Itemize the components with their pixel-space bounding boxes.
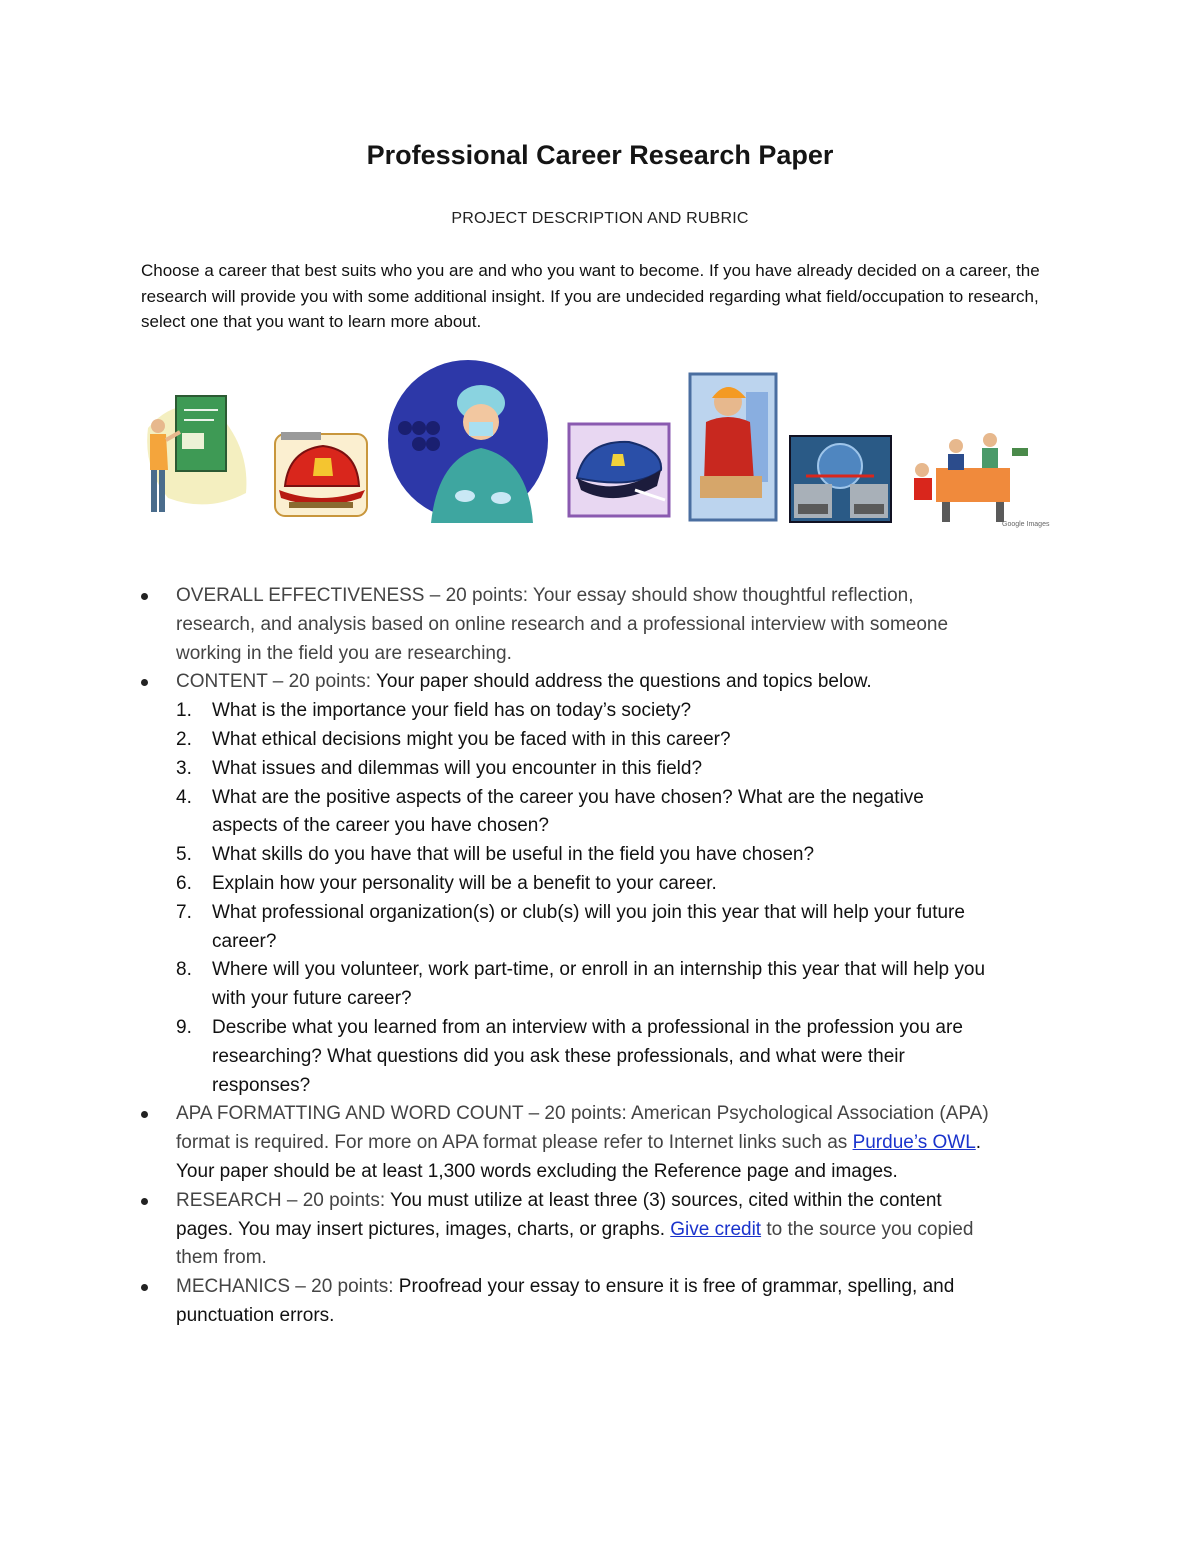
career-clipart-strip bbox=[138, 358, 1068, 533]
content-questions bbox=[176, 697, 991, 1100]
rubric-item-content bbox=[141, 668, 991, 1100]
computers-globe-clipart bbox=[788, 434, 893, 524]
rubric-item-overall bbox=[141, 582, 991, 668]
bullet-icon bbox=[141, 593, 148, 600]
give-credit-link[interactable]: Give credit bbox=[670, 1218, 762, 1240]
bullet-icon bbox=[141, 1284, 148, 1291]
meeting-clipart bbox=[908, 428, 1050, 528]
question-item: 9. Describe what you learned from an interview with a professional in the profession you are researching? What questions did you ask these professionals, and what were their responses? bbox=[176, 1016, 963, 1096]
rubric-label: APA FORMATTING AND WORD COUNT – 20 points: bbox=[176, 1103, 627, 1125]
rubric-list bbox=[141, 582, 991, 1331]
purdue-owl-link[interactable]: Purdue’s OWL bbox=[852, 1132, 976, 1154]
question-item: 1. What is the importance your field has on today’s society? bbox=[176, 700, 692, 722]
police-hat-clipart bbox=[565, 420, 673, 520]
image-caption: Google Images bbox=[1002, 521, 1050, 528]
surgeon-clipart bbox=[383, 358, 553, 523]
page-title: Professional Career Research Paper bbox=[366, 140, 834, 170]
intro-paragraph: Choose a career that best suits who you are and who you want to become. If you have already decided on a career, the research will provide you with some additional insight. If you are undecided regarding what field/occupation to research, select one that you want to learn more about. bbox=[141, 261, 1040, 331]
question-item: 8. Where will you volunteer, work part-time, or enroll in an internship this year that will help you with your future career? bbox=[176, 959, 986, 1010]
question-item: 6. Explain how your personality will be a benefit to your career. bbox=[176, 872, 717, 894]
question-item: 5. What skills do you have that will be useful in the field you have chosen? bbox=[176, 844, 815, 866]
fire-helmet-clipart bbox=[271, 426, 371, 521]
question-item: 2. What ethical decisions might you be faced with in this career? bbox=[176, 728, 731, 750]
rubric-text: You must utilize at least three (3) sources, cited within the content pages. You may insert pictures, images, charts, or graphs. bbox=[176, 1189, 942, 1240]
question-item: 7. What professional organization(s) or club(s) will you join this year that will help your future career? bbox=[176, 901, 965, 952]
rubric-label: OVERALL EFFECTIVENESS – 20 points: bbox=[176, 585, 528, 606]
rubric-label: MECHANICS – 20 points: bbox=[176, 1276, 394, 1298]
rubric-text: Your paper should address the questions and topics below. bbox=[371, 671, 872, 693]
rubric-text: Proofread your essay to ensure it is free of grammar, spelling, and punctuation errors. bbox=[176, 1276, 955, 1326]
bullet-icon bbox=[141, 1111, 148, 1118]
rubric-item-mechanics bbox=[141, 1273, 991, 1331]
rubric-label: RESEARCH – 20 points: bbox=[176, 1189, 386, 1211]
rubric-text: American Psychological Association (APA) format is required. For more on APA format please refer to Internet links such as bbox=[176, 1103, 989, 1154]
question-item: 3. What issues and dilemmas will you encounter in this field? bbox=[176, 757, 703, 779]
rubric-text: to the source you copied them from. bbox=[176, 1218, 974, 1269]
rubric-text: Your essay should show thoughtful reflection, research, and analysis based on online research and a professional interview with someone working in the field you are researching. bbox=[176, 585, 949, 664]
rubric-text: . Your paper should be at least 1,300 words excluding the Reference page and images. bbox=[176, 1132, 982, 1182]
rubric-item-apa bbox=[141, 1100, 991, 1186]
rubric-item-research bbox=[141, 1187, 991, 1273]
bullet-icon bbox=[141, 679, 148, 686]
question-item: 4. What are the positive aspects of the career you have chosen? What are the negative aspects of the career you have chosen? bbox=[176, 786, 924, 837]
construction-worker-clipart bbox=[688, 372, 778, 522]
page-subtitle: PROJECT DESCRIPTION AND RUBRIC bbox=[451, 210, 749, 227]
teacher-clipart bbox=[138, 388, 253, 523]
rubric-label: CONTENT – 20 points: bbox=[176, 671, 372, 693]
bullet-icon bbox=[141, 1198, 148, 1205]
